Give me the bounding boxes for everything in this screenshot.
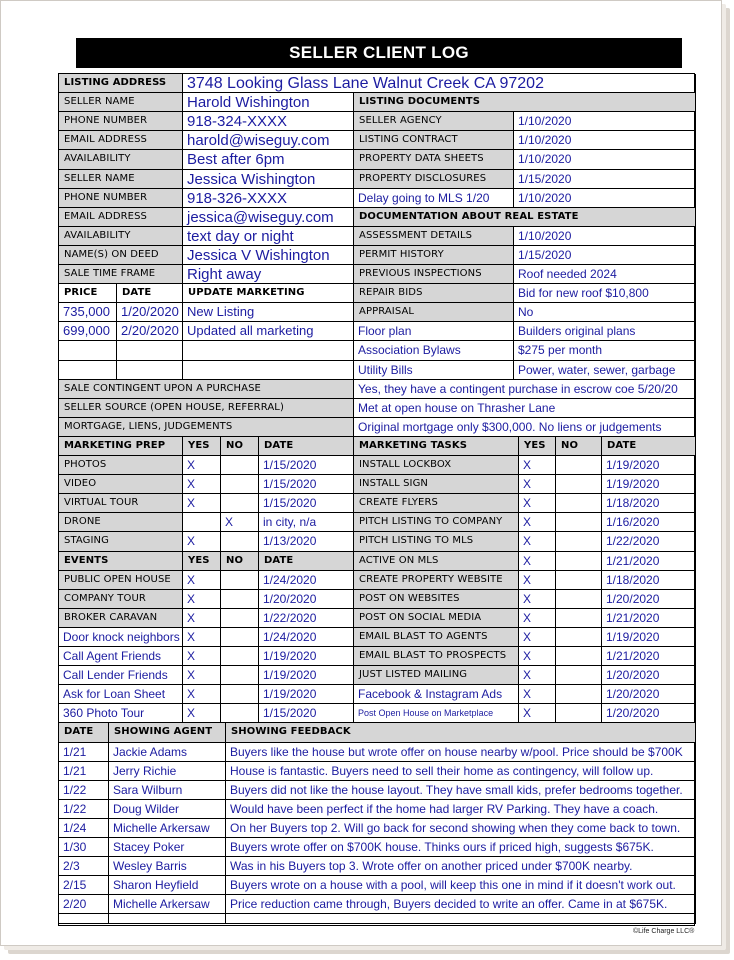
price-value: 735,000 [59,303,117,322]
marketing-task-date: 1/16/2020 [602,513,696,532]
marketing-task-no-mark [556,647,602,666]
contact-label: AVAILABILITY [59,150,183,170]
showing-agent: Sara Wilburn [109,781,226,800]
marketing-prep-yes-mark: X [183,456,221,475]
marketing-task-no-mark [556,456,602,475]
marketing-task-yes-mark: X [519,456,556,475]
marketing-task-label: POST ON SOCIAL MEDIA [354,609,519,628]
marketing-task-label: ACTIVE ON MLS [354,552,519,571]
showing-date [59,914,109,924]
contact-value: jessica@wiseguy.com [183,208,354,227]
event-label: Door knock neighbors [59,628,183,647]
document-value: 1/15/2020 [514,170,696,189]
marketing-task-no-mark [556,513,602,532]
marketing-task-yes-mark: X [519,628,556,647]
marketing-task-yes-mark: X [519,590,556,609]
marketing-task-date: 1/21/2020 [602,552,696,571]
real-estate-doc-value: Roof needed 2024 [514,265,696,284]
marketing-task-yes-mark: X [519,647,556,666]
contact-value: 918-326-XXXX [183,189,354,208]
document-value: 1/10/2020 [514,150,696,170]
date-header: DATE [117,284,183,303]
marketing-task-yes-mark: X [519,685,556,704]
marketing-task-date: 1/19/2020 [602,456,696,475]
document-label: SELLER AGENCY [354,112,514,131]
real-estate-doc-value: 1/15/2020 [514,246,696,265]
marketing-task-date: 1/19/2020 [602,475,696,494]
document-label: LISTING CONTRACT [354,131,514,150]
showing-agent: Michelle Arkersaw [109,819,226,838]
event-date: 1/24/2020 [259,571,354,590]
sale-row-value: Met at open house on Thrasher Lane [354,399,696,418]
showing-date: 1/30 [59,838,109,857]
event-label: 360 Photo Tour [59,704,183,723]
contact-value: Best after 6pm [183,150,354,170]
sale-row-value: Yes, they have a contingent purchase in escrow coe 5/20/20 [354,380,696,399]
event-no-mark [221,685,259,704]
showing-feedback: Price reduction came through, Buyers decided to write an offer. Came in at $675K. [226,895,696,914]
showing-feedback: On her Buyers top 2. Will go back for second showing when they come back to town. [226,819,696,838]
showing-header-1: SHOWING AGENT [109,723,226,743]
contact-label: AVAILABILITY [59,227,183,246]
showing-feedback [226,914,696,924]
showing-feedback: Buyers did not like the house layout. They have small kids, prefer bedrooms together. [226,781,696,800]
events-header-1: YES [183,552,221,571]
events-header-3: DATE [259,552,354,571]
showing-agent: Jackie Adams [109,743,226,762]
marketing-task-label: PITCH LISTING TO COMPANY [354,513,519,532]
marketing-task-label: Post Open House on Marketplace [354,704,519,723]
event-label: PUBLIC OPEN HOUSE [59,571,183,590]
real-estate-doc-value: Bid for new roof $10,800 [514,284,696,303]
marketing-task-date: 1/20/2020 [602,666,696,685]
real-estate-doc-label: ASSESSMENT DETAILS [354,227,514,246]
marketing-task-no-mark [556,532,602,552]
marketing-prep-yes-mark: X [183,494,221,513]
marketing-prep-date: 1/15/2020 [259,456,354,475]
real-estate-docs-header: DOCUMENTATION ABOUT REAL ESTATE [354,208,696,227]
document-label: Delay going to MLS 1/20 [354,189,514,208]
showing-agent: Stacey Poker [109,838,226,857]
showing-agent: Michelle Arkersaw [109,895,226,914]
marketing-prep-date: 1/13/2020 [259,532,354,552]
events-header-2: NO [221,552,259,571]
marketing-task-label: EMAIL BLAST TO AGENTS [354,628,519,647]
marketing-tasks-header-3: DATE [602,437,696,456]
event-no-mark [221,571,259,590]
marketing-prep-label: PHOTOS [59,456,183,475]
real-estate-doc-label: REPAIR BIDS [354,284,514,303]
showing-agent [109,914,226,924]
real-estate-doc-value: No [514,303,696,322]
marketing-task-label: INSTALL SIGN [354,475,519,494]
contact-label: SELLER NAME [59,93,183,112]
contact-value: Harold Wishington [183,93,354,112]
showing-date: 1/22 [59,800,109,819]
marketing-task-no-mark [556,609,602,628]
page-title: SELLER CLIENT LOG [76,38,682,68]
listing-address-value: 3748 Looking Glass Lane Walnut Creek CA 97202 [183,74,696,93]
marketing-task-yes-mark: X [519,494,556,513]
contact-value: Jessica Wishington [183,170,354,189]
marketing-task-label: INSTALL LOCKBOX [354,456,519,475]
real-estate-doc-value: $275 per month [514,341,696,361]
marketing-task-date: 1/18/2020 [602,571,696,590]
event-no-mark [221,666,259,685]
marketing-prep-header-3: DATE [259,437,354,456]
marketing-task-no-mark [556,685,602,704]
marketing-prep-no-mark [221,475,259,494]
marketing-task-yes-mark: X [519,704,556,723]
contact-value: text day or night [183,227,354,246]
price-date [117,341,183,361]
marketing-prep-yes-mark: X [183,532,221,552]
showing-header-0: DATE [59,723,109,743]
marketing-prep-no-mark [221,532,259,552]
marketing-task-no-mark [556,666,602,685]
sale-row-value: Original mortgage only $300,000. No liens or judgements [354,418,696,437]
event-no-mark [221,647,259,666]
marketing-task-label: JUST LISTED MAILING [354,666,519,685]
update-marketing-header: UPDATE MARKETING [183,284,354,303]
log-grid [58,73,695,926]
event-yes-mark: X [183,704,221,723]
showing-feedback: Buyers wrote offer on $700K house. Thinks ours if priced high, suggests $675K. [226,838,696,857]
event-date: 1/22/2020 [259,609,354,628]
marketing-prep-label: STAGING [59,532,183,552]
marketing-task-label: CREATE PROPERTY WEBSITE [354,571,519,590]
marketing-task-yes-mark: X [519,532,556,552]
marketing-task-date: 1/20/2020 [602,685,696,704]
event-label: Call Agent Friends [59,647,183,666]
contact-label: SELLER NAME [59,170,183,189]
event-label: Ask for Loan Sheet [59,685,183,704]
marketing-task-no-mark [556,475,602,494]
contact-value: 918-324-XXXX [183,112,354,131]
marketing-task-no-mark [556,628,602,647]
contact-label: PHONE NUMBER [59,112,183,131]
document-value: 1/10/2020 [514,189,696,208]
marketing-task-label: Facebook & Instagram Ads [354,685,519,704]
showing-feedback: House is fantastic. Buyers need to sell their home as contingency, will follow up. [226,762,696,781]
marketing-task-yes-mark: X [519,571,556,590]
event-no-mark [221,609,259,628]
marketing-prep-header-1: YES [183,437,221,456]
real-estate-doc-label: Association Bylaws [354,341,514,361]
event-yes-mark: X [183,590,221,609]
marketing-task-date: 1/21/2020 [602,647,696,666]
real-estate-doc-label: PREVIOUS INSPECTIONS [354,265,514,284]
marketing-task-date: 1/20/2020 [602,590,696,609]
marketing-task-yes-mark: X [519,513,556,532]
showing-feedback: Buyers like the house but wrote offer on house nearby w/pool. Price should be $700K [226,743,696,762]
showing-agent: Wesley Barris [109,857,226,876]
contact-value: Jessica V Wishington [183,246,354,265]
marketing-task-yes-mark: X [519,552,556,571]
showing-date: 2/20 [59,895,109,914]
event-yes-mark: X [183,647,221,666]
marketing-prep-no-mark [221,456,259,475]
marketing-task-label: PITCH LISTING TO MLS [354,532,519,552]
marketing-prep-date: in city, n/a [259,513,354,532]
document-value: 1/10/2020 [514,112,696,131]
event-yes-mark: X [183,628,221,647]
listing-address-label: LISTING ADDRESS [59,74,183,93]
showing-date: 1/24 [59,819,109,838]
update-marketing-value [183,341,354,361]
marketing-prep-date: 1/15/2020 [259,494,354,513]
contact-label: PHONE NUMBER [59,189,183,208]
marketing-task-label: CREATE FLYERS [354,494,519,513]
marketing-prep-label: DRONE [59,513,183,532]
showing-feedback: Was in his Buyers top 3. Wrote offer on another priced under $700K nearby. [226,857,696,876]
document-label: PROPERTY DATA SHEETS [354,150,514,170]
showing-header-2: SHOWING FEEDBACK [226,723,696,743]
event-date: 1/24/2020 [259,628,354,647]
showing-feedback: Would have been perfect if the home had larger RV Parking. They have a coach. [226,800,696,819]
marketing-task-no-mark [556,704,602,723]
real-estate-doc-label: APPRAISAL [354,303,514,322]
sale-row-label: SALE CONTINGENT UPON A PURCHASE [59,380,354,399]
marketing-prep-yes-mark: X [183,475,221,494]
marketing-prep-date: 1/15/2020 [259,475,354,494]
marketing-task-date: 1/22/2020 [602,532,696,552]
event-date: 1/19/2020 [259,666,354,685]
listing-documents-header: LISTING DOCUMENTS [354,93,696,112]
price-header: PRICE [59,284,117,303]
marketing-task-label: POST ON WEBSITES [354,590,519,609]
event-label: Call Lender Friends [59,666,183,685]
update-marketing-value [183,361,354,380]
marketing-tasks-header-0: MARKETING TASKS [354,437,519,456]
showing-date: 1/21 [59,743,109,762]
showing-feedback: Buyers wrote on a house with a pool, will keep this one in mind if it doesn't work out. [226,876,696,895]
event-no-mark [221,704,259,723]
marketing-prep-label: VIDEO [59,475,183,494]
event-yes-mark: X [183,571,221,590]
price-date: 2/20/2020 [117,322,183,341]
contact-value: Right away [183,265,354,284]
marketing-prep-header-2: NO [221,437,259,456]
event-label: BROKER CARAVAN [59,609,183,628]
event-date: 1/15/2020 [259,704,354,723]
marketing-task-date: 1/19/2020 [602,628,696,647]
marketing-task-label: EMAIL BLAST TO PROSPECTS [354,647,519,666]
copyright-notice: ©Life Charge LLC® [633,928,695,935]
marketing-task-yes-mark: X [519,609,556,628]
price-date [117,361,183,380]
real-estate-doc-label: Floor plan [354,322,514,341]
showing-agent: Jerry Richie [109,762,226,781]
real-estate-doc-label: PERMIT HISTORY [354,246,514,265]
event-yes-mark: X [183,685,221,704]
marketing-task-no-mark [556,590,602,609]
showing-agent: Doug Wilder [109,800,226,819]
sale-row-label: MORTGAGE, LIENS, JUDGEMENTS [59,418,354,437]
event-date: 1/19/2020 [259,685,354,704]
contact-label: SALE TIME FRAME [59,265,183,284]
marketing-task-date: 1/21/2020 [602,609,696,628]
contact-label: EMAIL ADDRESS [59,131,183,150]
real-estate-doc-value: Builders original plans [514,322,696,341]
price-value: 699,000 [59,322,117,341]
real-estate-doc-value: 1/10/2020 [514,227,696,246]
showing-date: 1/22 [59,781,109,800]
showing-date: 2/3 [59,857,109,876]
marketing-task-no-mark [556,552,602,571]
price-value [59,361,117,380]
showing-date: 1/21 [59,762,109,781]
marketing-task-yes-mark: X [519,475,556,494]
document-value: 1/10/2020 [514,131,696,150]
marketing-tasks-header-2: NO [556,437,602,456]
marketing-task-yes-mark: X [519,666,556,685]
showing-date: 2/15 [59,876,109,895]
real-estate-doc-label: Utility Bills [354,361,514,380]
marketing-prep-yes-mark [183,513,221,532]
marketing-task-date: 1/20/2020 [602,704,696,723]
marketing-prep-no-mark [221,494,259,513]
sale-row-label: SELLER SOURCE (OPEN HOUSE, REFERRAL) [59,399,354,418]
update-marketing-value: New Listing [183,303,354,322]
contact-value: harold@wiseguy.com [183,131,354,150]
price-value [59,341,117,361]
event-label: COMPANY TOUR [59,590,183,609]
document-label: PROPERTY DISCLOSURES [354,170,514,189]
event-yes-mark: X [183,666,221,685]
marketing-task-date: 1/18/2020 [602,494,696,513]
marketing-prep-no-mark: X [221,513,259,532]
real-estate-doc-value: Power, water, sewer, garbage [514,361,696,380]
event-yes-mark: X [183,609,221,628]
event-no-mark [221,590,259,609]
events-header-0: EVENTS [59,552,183,571]
showing-agent: Sharon Heyfield [109,876,226,895]
price-date: 1/20/2020 [117,303,183,322]
event-date: 1/19/2020 [259,647,354,666]
marketing-prep-header-0: MARKETING PREP [59,437,183,456]
marketing-task-no-mark [556,571,602,590]
contact-label: NAME(S) ON DEED [59,246,183,265]
marketing-tasks-header-1: YES [519,437,556,456]
contact-label: EMAIL ADDRESS [59,208,183,227]
marketing-task-no-mark [556,494,602,513]
event-no-mark [221,628,259,647]
marketing-prep-label: VIRTUAL TOUR [59,494,183,513]
event-date: 1/20/2020 [259,590,354,609]
update-marketing-value: Updated all marketing [183,322,354,341]
